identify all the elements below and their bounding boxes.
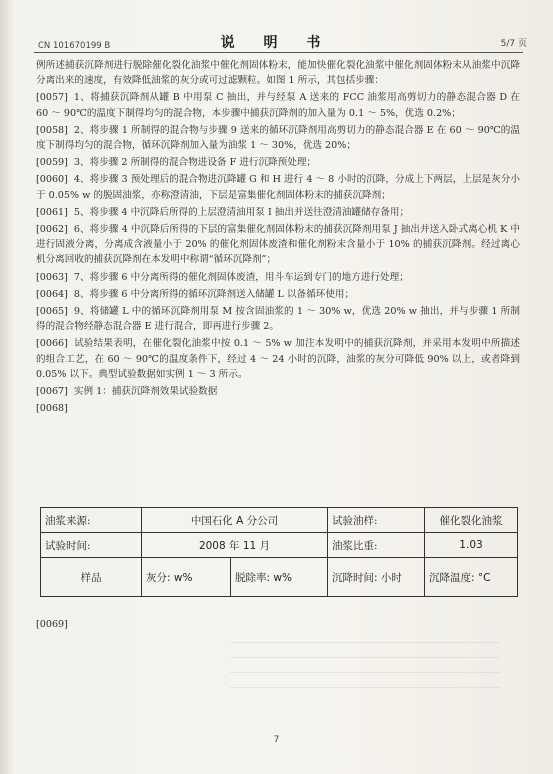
paragraph xyxy=(36,401,520,416)
paragraph xyxy=(36,304,520,334)
paragraph xyxy=(36,58,520,88)
table-cell: 试验油样: xyxy=(328,508,425,533)
paragraph-text: 3、将步骤 2 所制得的混合物进设备 F 进行沉降预处理； xyxy=(73,157,317,169)
paragraph-number: [0069] xyxy=(36,619,68,630)
page-title: 说 明 书 xyxy=(220,35,333,51)
paragraph-number: [0067] xyxy=(36,386,68,398)
paragraph-text: 7、将步骤 6 中分离所得的催化剂固体废渣，用斗车运到专门的地方进行处理； xyxy=(73,271,409,283)
paragraph-number: [0064] xyxy=(36,288,68,300)
paragraph-text: 6、将步骤 4 中沉降后所得的下层的富集催化剂固体粉末的捕获沉降剂用泵 J 抽出并送入卧式离心机 K 中进行固液分离，分离成含液量小于 20% 的催化剂固体废渣和催化剂粉末含量小于 10% 的捕获沉降剂。经过离心机分离回收的捕获沉降剂在本发明中称谓“循环沉降剂”； xyxy=(36,224,520,266)
paragraph xyxy=(36,384,520,399)
paragraph-text: 1、将捕获沉降剂从罐 B 中用泵 C 抽出，并与经泵 A 送来的 FCC 油浆用高剪切力的静态混合器 D 在 60 ～ 90℃的温度下制得均匀的混合物，本步骤中捕获沉降剂的加入量为 0.1 ～ 5%，优选 0.2%； xyxy=(36,92,520,119)
paragraph xyxy=(36,287,520,302)
paragraph-text: 实例 1：捕获沉降剂效果试验数据 xyxy=(73,386,218,398)
paragraph xyxy=(36,123,520,153)
paragraph-text: 5、将步骤 4 中沉降后所得的上层澄清油用泵 I 抽出并送往澄清油罐储存备用； xyxy=(73,206,410,218)
paragraph xyxy=(36,90,520,120)
paragraph-number: [0060] xyxy=(36,174,68,186)
paragraph-text: 2、将步骤 1 所制得的混合物与步骤 9 送来的循环沉降剂用高剪切力的静态混合器 E 在 60 ～ 90℃的温度下制得均匀的混合物，循环沉降剂加入量为油浆 1 ～ 30%，优选 20%； xyxy=(36,124,520,152)
paragraph-text: 试验结果表明，在催化裂化油浆中按 0.1 ～ 5% w 加注本发明中的捕获沉降剂，并采用本发明中所描述的组合工艺，在 60 ～ 90℃的温度条件下，经过 4 ～ 24 小时的沉降，油浆的灰分可降低 90% 以上，或者降到 0.05% 以下。典型试验数据如实例 1 ～ 3 所示。 xyxy=(36,338,520,380)
table-header-cell: 沉降时间: 小时 xyxy=(328,558,425,597)
paragraph-number: [0065] xyxy=(36,306,68,318)
table-cell: 催化裂化油浆 xyxy=(425,508,518,533)
table-header-cell: 沉降温度: °C xyxy=(425,558,518,597)
table-header-cell: 脱除率: w% xyxy=(231,558,328,597)
body-text xyxy=(36,58,520,418)
paragraph-text: 4、将步骤 3 预处理后的混合物进沉降罐 G 和 H 进行 4 ～ 8 小时的沉降，分成上下两层，上层是灰分小于 0.05% w 的脱固油浆，亦称澄清油，下层是富集催化剂固体粉末的捕获沉降剂； xyxy=(36,174,520,201)
page-indicator: 5/7 页 xyxy=(500,39,527,49)
paragraph-number: [0062] xyxy=(36,224,68,236)
paragraph xyxy=(36,270,520,285)
paragraph-number: [0057] xyxy=(36,92,68,104)
table-header-cell: 样品 xyxy=(41,558,142,597)
table-cell: 1.03 xyxy=(425,533,518,558)
test-data-table xyxy=(40,507,518,597)
table-row xyxy=(41,533,518,558)
test-data-table-wrapper xyxy=(40,507,518,597)
paragraph-number: [0061] xyxy=(36,206,68,218)
paragraph-number: [0066] xyxy=(36,338,68,350)
paragraph-text: 9、将储罐 L 中的循环沉降剂用泵 M 按含固油浆的 1 ～ 30% w，优选 20% w 抽出，并与步骤 1 所制得的混合物经静态混合器 E 进行混合，即再进行步骤 2。 xyxy=(36,306,520,333)
table-header-cell: 灰分: w% xyxy=(142,558,231,597)
paragraph-text: 例所述捕获沉降剂进行脱除催化裂化油浆中催化剂固体粉末，能加快催化裂化油浆中催化剂固体粉末从油浆中沉降分离出来的速度，有效降低油浆的灰分或可过滤颗粒。如图 1 所示，其包括步骤： xyxy=(36,60,520,87)
table-cell: 中国石化 A 分公司 xyxy=(142,508,328,533)
paragraph-number: [0059] xyxy=(36,157,68,169)
paragraph-number: [0063] xyxy=(36,271,68,283)
header-rule xyxy=(34,52,523,53)
patent-number: CN 101670199 B xyxy=(38,41,111,51)
table-cell: 油浆来源: xyxy=(41,508,142,533)
table-row xyxy=(41,558,518,597)
paragraph xyxy=(36,155,520,170)
paragraph xyxy=(36,222,520,268)
table-row xyxy=(41,508,518,533)
table-cell: 试验时间: xyxy=(41,533,142,558)
bleed-through-shadow xyxy=(230,628,500,698)
paragraph xyxy=(36,336,520,382)
paragraph xyxy=(36,172,520,202)
paragraph-number: [0058] xyxy=(36,124,68,136)
page-number: 7 xyxy=(273,735,280,745)
paragraph xyxy=(36,205,520,220)
table-cell: 油浆比重: xyxy=(328,533,425,558)
paragraph-text: 8、将步骤 6 中分离所得的循环沉降剂送入储罐 L 以备循环使用； xyxy=(73,288,355,300)
paragraph-number: [0068] xyxy=(36,403,68,415)
table-cell: 2008 年 11 月 xyxy=(142,533,328,558)
